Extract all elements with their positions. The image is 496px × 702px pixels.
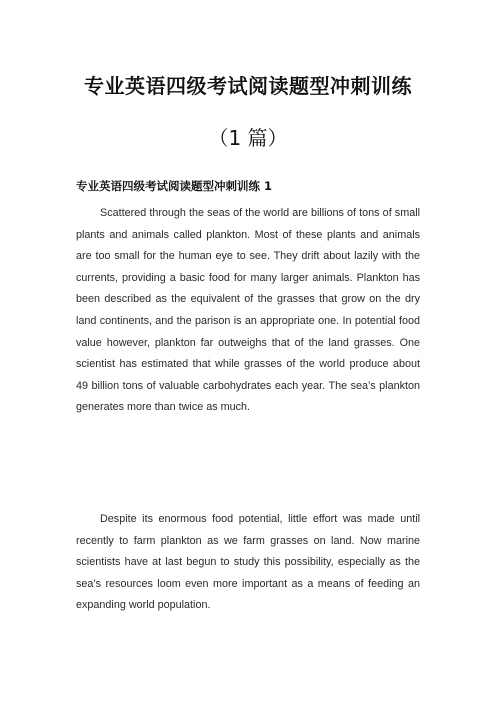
document-subtitle: （1 篇） [208,126,288,150]
document-title: 专业英语四级考试阅读题型冲刺训练 [84,74,412,98]
paragraph-1: Scattered through the seas of the world are billions of tons of small plants and animals called plankton. Most of these plants and animals are too small for the human eye to see. They drift about lazily with the currents, providing a basic food for many larger animals. Plankton has been described as the equivalent of the grasses that grow on the dry land continents, and the parison is an appropriate one. In potential food value however, plankton far outweighs that of the land grasses. One scientist has estimated that while grasses of the world produce about 49 billion tons of valuable carbohydrates each year. The sea’s plankton generates more than twice as much. [76,207,420,414]
section-heading: 专业英语四级考试阅读题型冲刺训练 1 [76,179,273,193]
paragraph-2: Despite its enormous food potential, little effort was made until recently to farm plankton as we farm grasses on land. Now marine scientists have at last begun to study this possibility, especially as the sea’s resources loom even more important as a means of feeding an expanding world population. [76,513,420,612]
